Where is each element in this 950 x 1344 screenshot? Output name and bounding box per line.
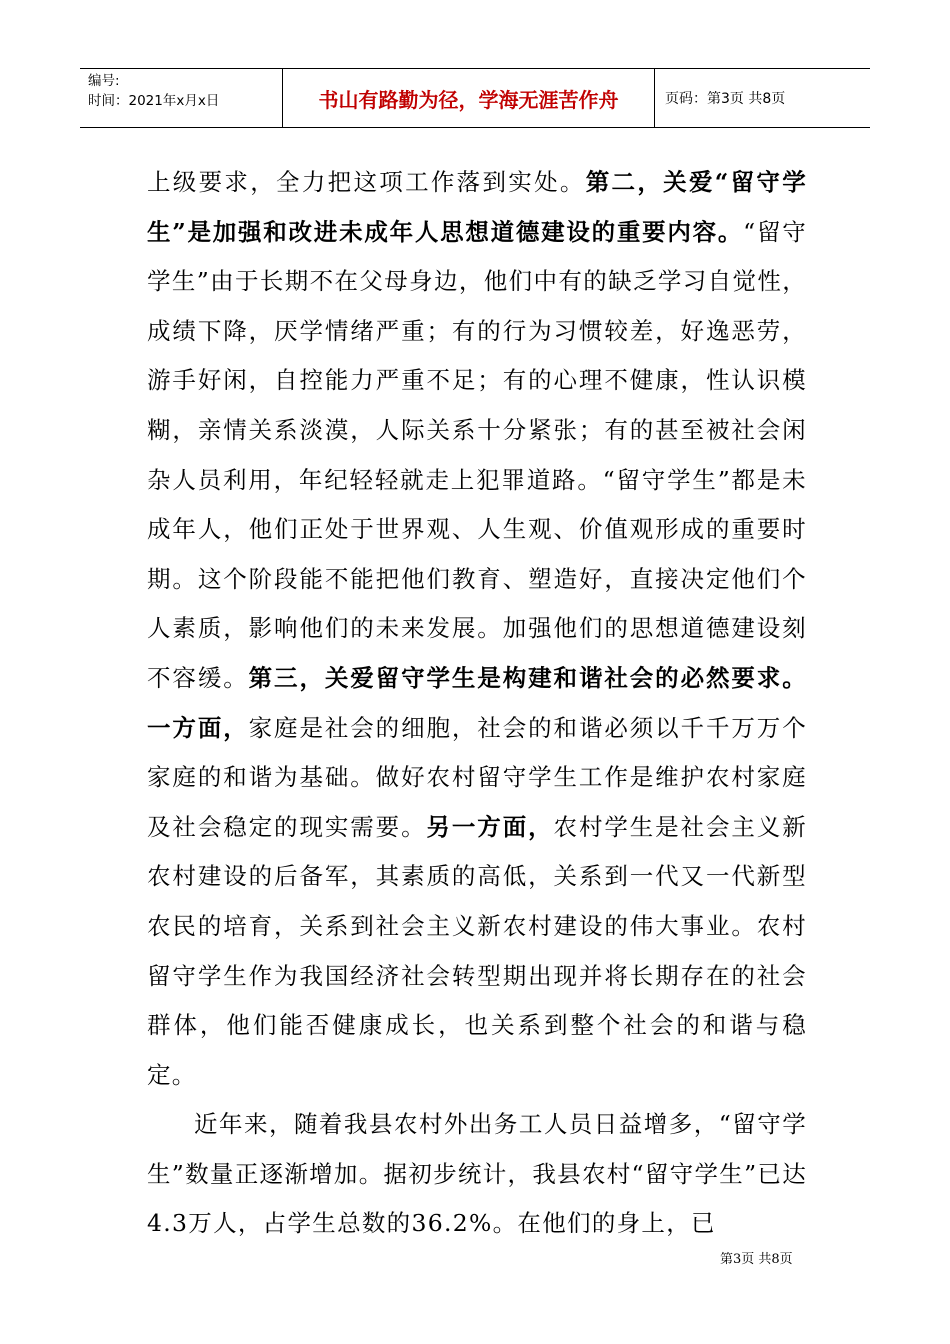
bold-on-one-hand: 一方面， [147,713,249,742]
header-page-number: 页码：第3页 共8页 [665,91,786,107]
page-footer: 第3页 共8页 [720,1252,793,1267]
document-number-label: 编号: [88,73,120,89]
text-run: 家庭是社会的细胞，社会的和谐必须以千千万万个家庭的和谐为基础。做好农村留守学生工作是维护农村家庭及社会稳定的现实需要。 [147,713,807,841]
bold-on-other-hand: 另一方面， [426,812,554,841]
document-body [147,158,807,1249]
text-run: 上级要求，全力把这项工作落到实处。 [147,168,586,196]
page-header [80,68,870,128]
paragraph-2: 近年来，随着我县农村外出务工人员日益增多，“留守学生”数量正逐渐增加。据初步统计，我县农村“留守学生”已达4.3万人，占学生总数的36.2%。在他们的身上，已 [147,1110,807,1238]
bold-heading-second: 第二，关爱“留守学生”是加强和改进未成年人思想道德建设的重要内容。 [147,168,807,246]
header-meta [80,69,283,127]
text-run: 农村学生是社会主义新农村建设的后备军，其素质的高低，关系到一代又一代新型农民的培育，关系到社会主义新农村建设的伟大事业。农村留守学生作为我国经济社会转型期出现并将长期存在的社会群体，他们能否健康成长，也关系到整个社会的和谐与稳定。 [147,812,807,1089]
text-run: “留守学生”由于长期不在父母身边，他们中有的缺乏学习自觉性，成绩下降，厌学情绪严重；有的行为习惯较差，好逸恶劳，游手好闲，自控能力严重不足；有的心理不健康，性认识模糊，亲情关系淡漠，人际关系十分紧张；有的甚至被社会闲杂人员利用，年纪轻轻就走上犯罪道路。“留守学生”都是未成年人，他们正处于世界观、人生观、价值观形成的重要时期。这个阶段能不能把他们教育、塑造好，直接决定他们个人素质，影响他们的未来发展。加强他们的思想道德建设刻不容缓。 [147,217,807,692]
header-motto: 书山有路勤为径，学海无涯苦作舟 [283,69,655,127]
bold-heading-third: 第三，关爱留守学生是构建和谐社会的必然要求。 [248,663,807,692]
document-time-label: 时间：2021年x月x日 [88,93,220,109]
paragraph-1 [147,158,807,1100]
